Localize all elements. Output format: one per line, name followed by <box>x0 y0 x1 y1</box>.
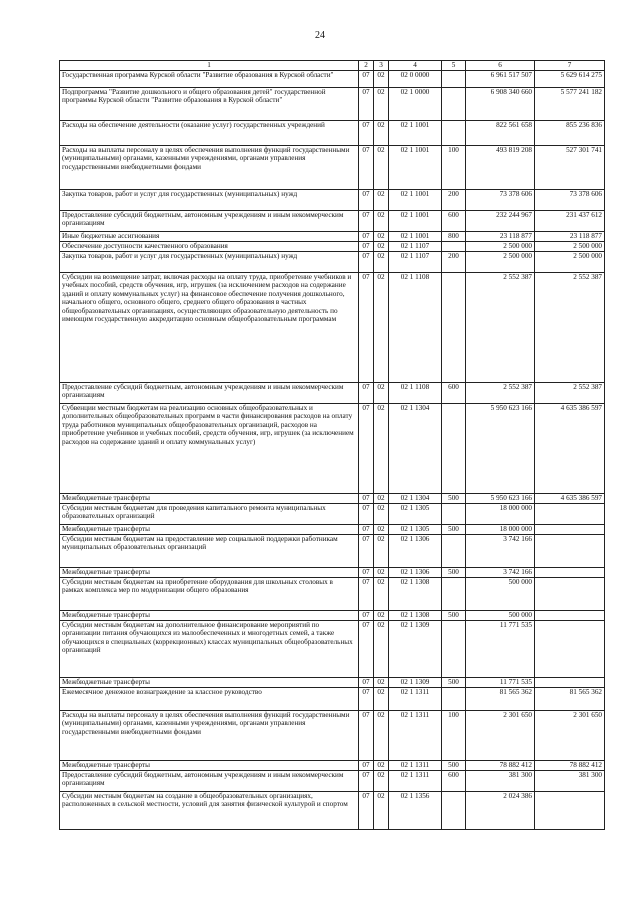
row-target-code: 02 1 1107 <box>389 242 442 252</box>
column-header-6: 6 <box>466 61 535 71</box>
row-target-code: 02 1 1309 <box>389 678 442 688</box>
row-amount-2: 5 577 241 182 <box>535 88 605 121</box>
row-section: 07 <box>359 242 374 252</box>
row-section: 07 <box>359 611 374 621</box>
row-amount-1: 81 565 362 <box>466 688 535 711</box>
row-name: Межбюджетные трансферты <box>60 611 359 621</box>
row-target-code: 02 0 0000 <box>389 71 442 88</box>
column-header-1: 1 <box>60 61 359 71</box>
column-header-2: 2 <box>359 61 374 71</box>
row-target-code: 02 1 1107 <box>389 252 442 273</box>
row-amount-1: 23 118 877 <box>466 232 535 242</box>
row-expense-type: 600 <box>442 383 466 404</box>
row-amount-1: 500 000 <box>466 611 535 621</box>
row-expense-type: 800 <box>442 232 466 242</box>
row-subsection: 02 <box>374 761 389 771</box>
table-row <box>60 494 605 504</box>
row-section: 07 <box>359 525 374 535</box>
row-section: 07 <box>359 771 374 792</box>
table-row <box>60 678 605 688</box>
row-section: 07 <box>359 504 374 525</box>
row-expense-type: 200 <box>442 252 466 273</box>
row-name: Субвенции местным бюджетам на реализацию основных общеобразовательных и дополнительных общеобразовательных программ в части финансирования расходов на оплату труда работников муниципальных общеобразовательных организаций, расходов на приобретение учебников и учебных пособий, средств обучения, игр, игрушек (за исключением расходов на содержание зданий и оплату коммунальных услуг) <box>60 404 359 494</box>
row-expense-type: 100 <box>442 711 466 761</box>
row-target-code: 02 1 1001 <box>389 211 442 232</box>
row-subsection: 02 <box>374 494 389 504</box>
row-section: 07 <box>359 678 374 688</box>
row-name: Межбюджетные трансферты <box>60 568 359 578</box>
header-row <box>60 61 605 71</box>
row-amount-2: 81 565 362 <box>535 688 605 711</box>
row-name: Предоставление субсидий бюджетным, автономным учреждениям и иным некоммерческим организациям <box>60 211 359 232</box>
table-row <box>60 121 605 146</box>
row-amount-1: 5 950 623 166 <box>466 494 535 504</box>
row-name: Субсидии местным бюджетам на создание в общеобразовательных организациях, расположенных в сельской местности, условий для занятия физической культурой и спортом <box>60 792 359 830</box>
row-subsection: 02 <box>374 383 389 404</box>
row-expense-type <box>442 242 466 252</box>
row-name: Закупка товаров, работ и услуг для государственных (муниципальных) нужд <box>60 190 359 211</box>
row-expense-type <box>442 688 466 711</box>
row-amount-1: 232 244 967 <box>466 211 535 232</box>
row-expense-type <box>442 578 466 611</box>
table-row <box>60 88 605 121</box>
table-row <box>60 711 605 761</box>
row-expense-type: 500 <box>442 494 466 504</box>
row-target-code: 02 1 0000 <box>389 88 442 121</box>
table-row <box>60 252 605 273</box>
row-section: 07 <box>359 232 374 242</box>
row-amount-2: 2 500 000 <box>535 252 605 273</box>
row-subsection: 02 <box>374 242 389 252</box>
row-name: Субсидии на возмещение затрат, включая расходы на оплату труда, приобретение учебников и учебных пособий, средств обучения, игр, игрушек (за исключением расходов на содержание зданий и оплату коммунальных услуг) на финансовое обеспечение получения дошкольного, начального общего, основного общего, среднего общего образования в частных общеобразовательных организациях, осуществляющих образовательную деятельность по имеющим государственную аккредитацию основным общеобразовательным программам <box>60 273 359 383</box>
row-section: 07 <box>359 761 374 771</box>
row-section: 07 <box>359 273 374 383</box>
table-row <box>60 621 605 678</box>
row-expense-type <box>442 71 466 88</box>
row-subsection: 02 <box>374 568 389 578</box>
row-target-code: 02 1 1309 <box>389 621 442 678</box>
row-amount-1: 11 771 535 <box>466 621 535 678</box>
row-target-code: 02 1 1306 <box>389 568 442 578</box>
row-amount-2 <box>535 611 605 621</box>
table-row <box>60 383 605 404</box>
row-expense-type <box>442 121 466 146</box>
row-amount-2 <box>535 621 605 678</box>
row-name: Межбюджетные трансферты <box>60 494 359 504</box>
row-subsection: 02 <box>374 211 389 232</box>
column-header-5: 5 <box>442 61 466 71</box>
row-target-code: 02 1 1311 <box>389 688 442 711</box>
row-target-code: 02 1 1304 <box>389 404 442 494</box>
table-row <box>60 611 605 621</box>
row-name: Ежемесячное денежное вознаграждение за классное руководство <box>60 688 359 711</box>
page-number: 24 <box>315 30 325 41</box>
row-subsection: 02 <box>374 711 389 761</box>
row-subsection: 02 <box>374 146 389 190</box>
row-subsection: 02 <box>374 771 389 792</box>
row-subsection: 02 <box>374 232 389 242</box>
table-row <box>60 71 605 88</box>
row-amount-2: 855 236 836 <box>535 121 605 146</box>
row-subsection: 02 <box>374 88 389 121</box>
table-row <box>60 232 605 242</box>
budget-table <box>59 60 605 830</box>
row-name: Расходы на выплаты персоналу в целях обеспечения выполнения функций государственными (муниципальными) органами, казенными учреждениями, органами управления государственными внебюджетными фондами <box>60 146 359 190</box>
row-name: Предоставление субсидий бюджетным, автономным учреждениям и иным некоммерческим организациям <box>60 383 359 404</box>
row-amount-1: 6 961 517 507 <box>466 71 535 88</box>
row-amount-1: 2 552 387 <box>466 273 535 383</box>
row-amount-2: 2 552 387 <box>535 383 605 404</box>
table-row <box>60 771 605 792</box>
row-name: Иные бюджетные ассигнования <box>60 232 359 242</box>
row-amount-2: 2 301 650 <box>535 711 605 761</box>
row-name: Расходы на обеспечение деятельности (оказание услуг) государственных учреждений <box>60 121 359 146</box>
row-name: Субсидии местным бюджетам на предоставление мер социальной поддержки работникам муниципальных образовательных организаций <box>60 535 359 568</box>
row-amount-1: 73 378 606 <box>466 190 535 211</box>
row-section: 07 <box>359 688 374 711</box>
row-section: 07 <box>359 535 374 568</box>
row-amount-2 <box>535 535 605 568</box>
table-row <box>60 273 605 383</box>
row-subsection: 02 <box>374 688 389 711</box>
row-subsection: 02 <box>374 578 389 611</box>
table-body <box>60 71 605 830</box>
column-header-7: 7 <box>535 61 605 71</box>
row-section: 07 <box>359 494 374 504</box>
row-amount-1: 11 771 535 <box>466 678 535 688</box>
row-expense-type: 500 <box>442 568 466 578</box>
row-subsection: 02 <box>374 404 389 494</box>
row-expense-type: 500 <box>442 611 466 621</box>
row-section: 07 <box>359 190 374 211</box>
row-subsection: 02 <box>374 71 389 88</box>
row-section: 07 <box>359 568 374 578</box>
row-target-code: 02 1 1108 <box>389 383 442 404</box>
row-amount-2: 5 629 614 275 <box>535 71 605 88</box>
row-amount-2 <box>535 504 605 525</box>
row-target-code: 02 1 1108 <box>389 273 442 383</box>
row-expense-type: 500 <box>442 761 466 771</box>
row-name: Обеспечение доступности качественного образования <box>60 242 359 252</box>
row-subsection: 02 <box>374 273 389 383</box>
row-amount-1: 381 300 <box>466 771 535 792</box>
row-target-code: 02 1 1305 <box>389 525 442 535</box>
row-name: Субсидии местным бюджетам на приобретение оборудования для школьных столовых в рамках комплекса мер по модернизации общего образования <box>60 578 359 611</box>
row-name: Закупка товаров, работ и услуг для государственных (муниципальных) нужд <box>60 252 359 273</box>
row-amount-1: 2 500 000 <box>466 252 535 273</box>
row-section: 07 <box>359 404 374 494</box>
row-amount-2: 78 882 412 <box>535 761 605 771</box>
row-expense-type: 500 <box>442 525 466 535</box>
row-amount-2: 4 635 386 597 <box>535 494 605 504</box>
row-name: Субсидии местным бюджетам на дополнительное финансирование мероприятий по организации питания обучающихся из малообеспеченных и многодетных семей, а также обучающихся в специальных (коррекционных) классах муниципальных общеобразовательных организаций <box>60 621 359 678</box>
row-subsection: 02 <box>374 678 389 688</box>
row-target-code: 02 1 1305 <box>389 504 442 525</box>
row-amount-2 <box>535 568 605 578</box>
row-subsection: 02 <box>374 504 389 525</box>
row-target-code: 02 1 1001 <box>389 146 442 190</box>
row-section: 07 <box>359 792 374 830</box>
row-section: 07 <box>359 621 374 678</box>
table-row <box>60 578 605 611</box>
row-name: Подпрограмма "Развитие дошкольного и общего образования детей" государственной программы Курской области "Развитие образования в Курской области" <box>60 88 359 121</box>
row-amount-1: 822 561 658 <box>466 121 535 146</box>
row-amount-1: 5 950 623 166 <box>466 404 535 494</box>
row-subsection: 02 <box>374 535 389 568</box>
row-amount-1: 2 552 387 <box>466 383 535 404</box>
row-section: 07 <box>359 88 374 121</box>
row-subsection: 02 <box>374 121 389 146</box>
row-subsection: 02 <box>374 611 389 621</box>
row-amount-2: 73 378 606 <box>535 190 605 211</box>
row-amount-1: 78 882 412 <box>466 761 535 771</box>
table-row <box>60 504 605 525</box>
row-target-code: 02 1 1304 <box>389 494 442 504</box>
row-section: 07 <box>359 578 374 611</box>
row-amount-1: 493 819 208 <box>466 146 535 190</box>
row-expense-type <box>442 535 466 568</box>
table-row <box>60 242 605 252</box>
table-row <box>60 211 605 232</box>
row-amount-1: 3 742 166 <box>466 535 535 568</box>
row-amount-2: 2 552 387 <box>535 273 605 383</box>
row-expense-type <box>442 273 466 383</box>
row-amount-1: 6 908 340 660 <box>466 88 535 121</box>
row-section: 07 <box>359 211 374 232</box>
row-amount-2 <box>535 678 605 688</box>
table-row <box>60 535 605 568</box>
row-section: 07 <box>359 146 374 190</box>
row-expense-type: 600 <box>442 211 466 232</box>
row-amount-2: 4 635 386 597 <box>535 404 605 494</box>
row-subsection: 02 <box>374 525 389 535</box>
row-amount-1: 2 024 386 <box>466 792 535 830</box>
row-amount-2 <box>535 525 605 535</box>
table-row <box>60 190 605 211</box>
table-row <box>60 404 605 494</box>
row-name: Расходы на выплаты персоналу в целях обеспечения выполнения функций государственными (муниципальными) органами, казенными учреждениями, органами управления государственными внебюджетными фондами <box>60 711 359 761</box>
row-name: Субсидии местным бюджетам для проведения капитального ремонта муниципальных образовательных организаций <box>60 504 359 525</box>
row-target-code: 02 1 1001 <box>389 121 442 146</box>
row-amount-2: 2 500 000 <box>535 242 605 252</box>
table-row <box>60 525 605 535</box>
row-amount-2: 381 300 <box>535 771 605 792</box>
row-name: Межбюджетные трансферты <box>60 678 359 688</box>
row-target-code: 02 1 1311 <box>389 711 442 761</box>
row-subsection: 02 <box>374 621 389 678</box>
row-amount-1: 2 500 000 <box>466 242 535 252</box>
table-row <box>60 792 605 830</box>
row-section: 07 <box>359 252 374 273</box>
row-target-code: 02 1 1001 <box>389 190 442 211</box>
row-target-code: 02 1 1306 <box>389 535 442 568</box>
row-name: Межбюджетные трансферты <box>60 525 359 535</box>
table-row <box>60 568 605 578</box>
row-target-code: 02 1 1001 <box>389 232 442 242</box>
row-expense-type: 500 <box>442 678 466 688</box>
row-target-code: 02 1 1308 <box>389 578 442 611</box>
row-section: 07 <box>359 383 374 404</box>
row-expense-type <box>442 504 466 525</box>
row-amount-2 <box>535 792 605 830</box>
row-target-code: 02 1 1311 <box>389 771 442 792</box>
row-expense-type: 200 <box>442 190 466 211</box>
column-header-4: 4 <box>389 61 442 71</box>
row-expense-type <box>442 792 466 830</box>
row-subsection: 02 <box>374 252 389 273</box>
row-amount-1: 3 742 166 <box>466 568 535 578</box>
row-amount-2: 23 118 877 <box>535 232 605 242</box>
row-expense-type: 100 <box>442 146 466 190</box>
row-amount-2: 231 437 612 <box>535 211 605 232</box>
row-amount-2 <box>535 578 605 611</box>
row-name: Государственная программа Курской области "Развитие образования в Курской области" <box>60 71 359 88</box>
row-amount-2: 527 301 741 <box>535 146 605 190</box>
row-amount-1: 500 000 <box>466 578 535 611</box>
row-amount-1: 18 000 000 <box>466 525 535 535</box>
row-amount-1: 2 301 650 <box>466 711 535 761</box>
row-expense-type: 600 <box>442 771 466 792</box>
row-section: 07 <box>359 71 374 88</box>
row-target-code: 02 1 1356 <box>389 792 442 830</box>
row-name: Предоставление субсидий бюджетным, автономным учреждениям и иным некоммерческим организациям <box>60 771 359 792</box>
row-expense-type <box>442 88 466 121</box>
table-row <box>60 146 605 190</box>
row-expense-type <box>442 404 466 494</box>
column-header-3: 3 <box>374 61 389 71</box>
row-section: 07 <box>359 121 374 146</box>
row-amount-1: 18 000 000 <box>466 504 535 525</box>
table-row <box>60 761 605 771</box>
row-target-code: 02 1 1308 <box>389 611 442 621</box>
row-name: Межбюджетные трансферты <box>60 761 359 771</box>
row-subsection: 02 <box>374 792 389 830</box>
table-row <box>60 688 605 711</box>
row-target-code: 02 1 1311 <box>389 761 442 771</box>
row-section: 07 <box>359 711 374 761</box>
row-subsection: 02 <box>374 190 389 211</box>
row-expense-type <box>442 621 466 678</box>
